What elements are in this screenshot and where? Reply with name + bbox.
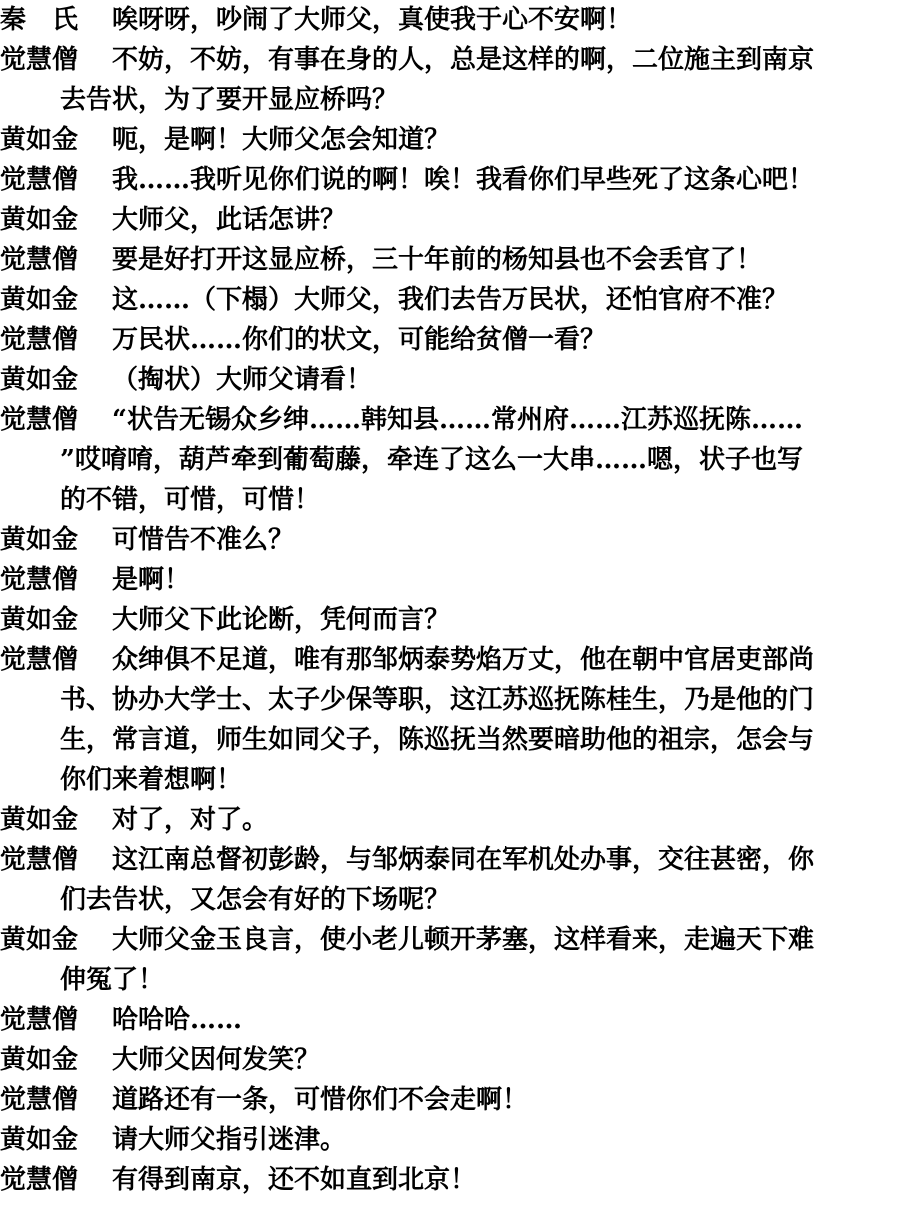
dialogue-line xyxy=(0,1080,900,1120)
speech-text xyxy=(112,1000,900,1040)
speech-line: ”哎唷唷，葫芦牵到葡萄藤，牵连了这么一大串……嗯，状子也写 xyxy=(60,445,803,475)
speech-line: 伸冤了！ xyxy=(60,965,165,995)
speaker-name: 觉慧僧 xyxy=(0,1005,79,1035)
speech-line: 万民状……你们的状文，可能给贫僧一看？ xyxy=(112,325,607,355)
dialogue-line xyxy=(0,160,900,200)
speech-text xyxy=(60,920,900,1000)
speaker-name: 觉慧僧 xyxy=(0,1085,79,1115)
speech-line: 众绅俱不足道，唯有那邹炳泰势焰万丈，他在朝中官居吏部尚 xyxy=(112,645,815,675)
speaker-name: 黄如金 xyxy=(0,605,79,635)
speech-line: 哈哈哈…… xyxy=(112,1005,243,1035)
speech-line: 要是好打开这显应桥，三十年前的杨知县也不会丢官了！ xyxy=(112,245,763,275)
speaker-name: 黄如金 xyxy=(0,1125,79,1155)
speech-line: 可惜告不准么？ xyxy=(112,525,295,555)
dialogue-line xyxy=(0,520,900,560)
speech-text xyxy=(112,1120,900,1160)
speech-text xyxy=(112,240,900,280)
speech-line: 们去告状，又怎会有好的下场呢？ xyxy=(60,885,451,915)
speech-text xyxy=(112,1040,900,1080)
speech-line: 去告状，为了要开显应桥吗？ xyxy=(60,85,399,115)
speech-line: 不妨，不妨，有事在身的人，总是这样的啊，二位施主到南京 xyxy=(112,45,815,75)
speech-line: 道路还有一条，可惜你们不会走啊！ xyxy=(112,1085,529,1115)
speaker-name: 觉慧僧 xyxy=(0,405,79,435)
dialogue-line xyxy=(0,640,900,800)
speaker-name: 黄如金 xyxy=(0,365,79,395)
speech-text xyxy=(60,840,900,920)
speaker-name: 黄如金 xyxy=(0,205,79,235)
speaker-name: 觉慧僧 xyxy=(0,565,79,595)
speech-line: 呃，是啊！大师父怎会知道？ xyxy=(112,125,451,155)
speech-line: 大师父下此论断，凭何而言？ xyxy=(112,605,451,635)
dialogue-line xyxy=(0,800,900,840)
speech-text xyxy=(112,360,900,400)
speech-text xyxy=(60,640,900,800)
speech-text xyxy=(112,0,900,40)
speech-text xyxy=(112,160,900,200)
dialogue-line xyxy=(0,1040,900,1080)
speech-text xyxy=(112,1160,900,1200)
speaker-name: 觉慧僧 xyxy=(0,845,79,875)
dialogue-line xyxy=(0,200,900,240)
speaker-name: 觉慧僧 xyxy=(0,325,79,355)
speaker-name: 黄如金 xyxy=(0,925,79,955)
speaker-name: 觉慧僧 xyxy=(0,45,79,75)
speech-text xyxy=(112,600,900,640)
speech-text xyxy=(112,520,900,560)
speech-line: 唉呀呀，吵闹了大师父，真使我于心不安啊！ xyxy=(112,5,633,35)
speech-line: 我……我听见你们说的啊！唉！我看你们早些死了这条心吧！ xyxy=(112,165,815,195)
speech-line: 书、协办大学士、太子少保等职，这江苏巡抚陈桂生，乃是他的门 xyxy=(60,685,815,715)
speech-line: 这江南总督初彭龄，与邹炳泰同在军机处办事，交往甚密，你 xyxy=(112,845,815,875)
speaker-name: 黄如金 xyxy=(0,1045,79,1075)
speech-text xyxy=(112,280,900,320)
speech-line: 这……（下榻）大师父，我们去告万民状，还怕官府不准？ xyxy=(112,285,789,315)
dialogue-line xyxy=(0,40,900,120)
dialogue-line xyxy=(0,360,900,400)
speaker-name: 黄如金 xyxy=(0,805,79,835)
speech-text xyxy=(60,400,900,520)
speech-line: 你们来着想啊！ xyxy=(60,765,243,795)
dialogue-line xyxy=(0,920,900,1000)
speech-text xyxy=(112,1080,900,1120)
speech-line: 生，常言道，师生如同父子，陈巡抚当然要暗助他的祖宗，怎会与 xyxy=(60,725,815,755)
speech-line: 对了，对了。 xyxy=(112,805,269,835)
speech-text xyxy=(60,40,900,120)
speech-line: 的不错，可惜，可惜！ xyxy=(60,485,321,515)
speech-line: （掏状）大师父请看！ xyxy=(112,365,373,395)
speech-line: 请大师父指引迷津。 xyxy=(112,1125,347,1155)
speech-text xyxy=(112,200,900,240)
dialogue-line xyxy=(0,120,900,160)
dialogue-line xyxy=(0,1000,900,1040)
dialogue-line xyxy=(0,600,900,640)
dialogue-line xyxy=(0,280,900,320)
speaker-name: 觉慧僧 xyxy=(0,645,79,675)
speech-text xyxy=(112,800,900,840)
dialogue-line xyxy=(0,1120,900,1160)
dialogue-line xyxy=(0,840,900,920)
speaker-name: 觉慧僧 xyxy=(0,1165,79,1195)
speaker-name: 秦 氏 xyxy=(0,5,79,35)
dialogue-line xyxy=(0,240,900,280)
speaker-name: 觉慧僧 xyxy=(0,245,79,275)
speech-text xyxy=(112,120,900,160)
dialogue-line xyxy=(0,1160,900,1200)
dialogue-line xyxy=(0,400,900,520)
speech-line: 有得到南京，还不如直到北京！ xyxy=(112,1165,477,1195)
speaker-name: 黄如金 xyxy=(0,285,79,315)
dialogue-line xyxy=(0,560,900,600)
speech-text xyxy=(112,320,900,360)
speaker-name: 黄如金 xyxy=(0,525,79,555)
speech-line: 大师父，此话怎讲？ xyxy=(112,205,347,235)
speaker-name: 黄如金 xyxy=(0,125,79,155)
speech-line: 大师父因何发笑？ xyxy=(112,1045,321,1075)
speech-line: 是啊！ xyxy=(112,565,191,595)
speech-line: 大师父金玉良言，使小老儿顿开茅塞，这样看来，走遍天下难 xyxy=(112,925,815,955)
dialogue-line xyxy=(0,320,900,360)
speaker-name: 觉慧僧 xyxy=(0,165,79,195)
speech-line: “状告无锡众乡绅……韩知县……常州府……江苏巡抚陈…… xyxy=(112,405,803,435)
speech-text xyxy=(112,560,900,600)
dialogue-line xyxy=(0,0,900,40)
